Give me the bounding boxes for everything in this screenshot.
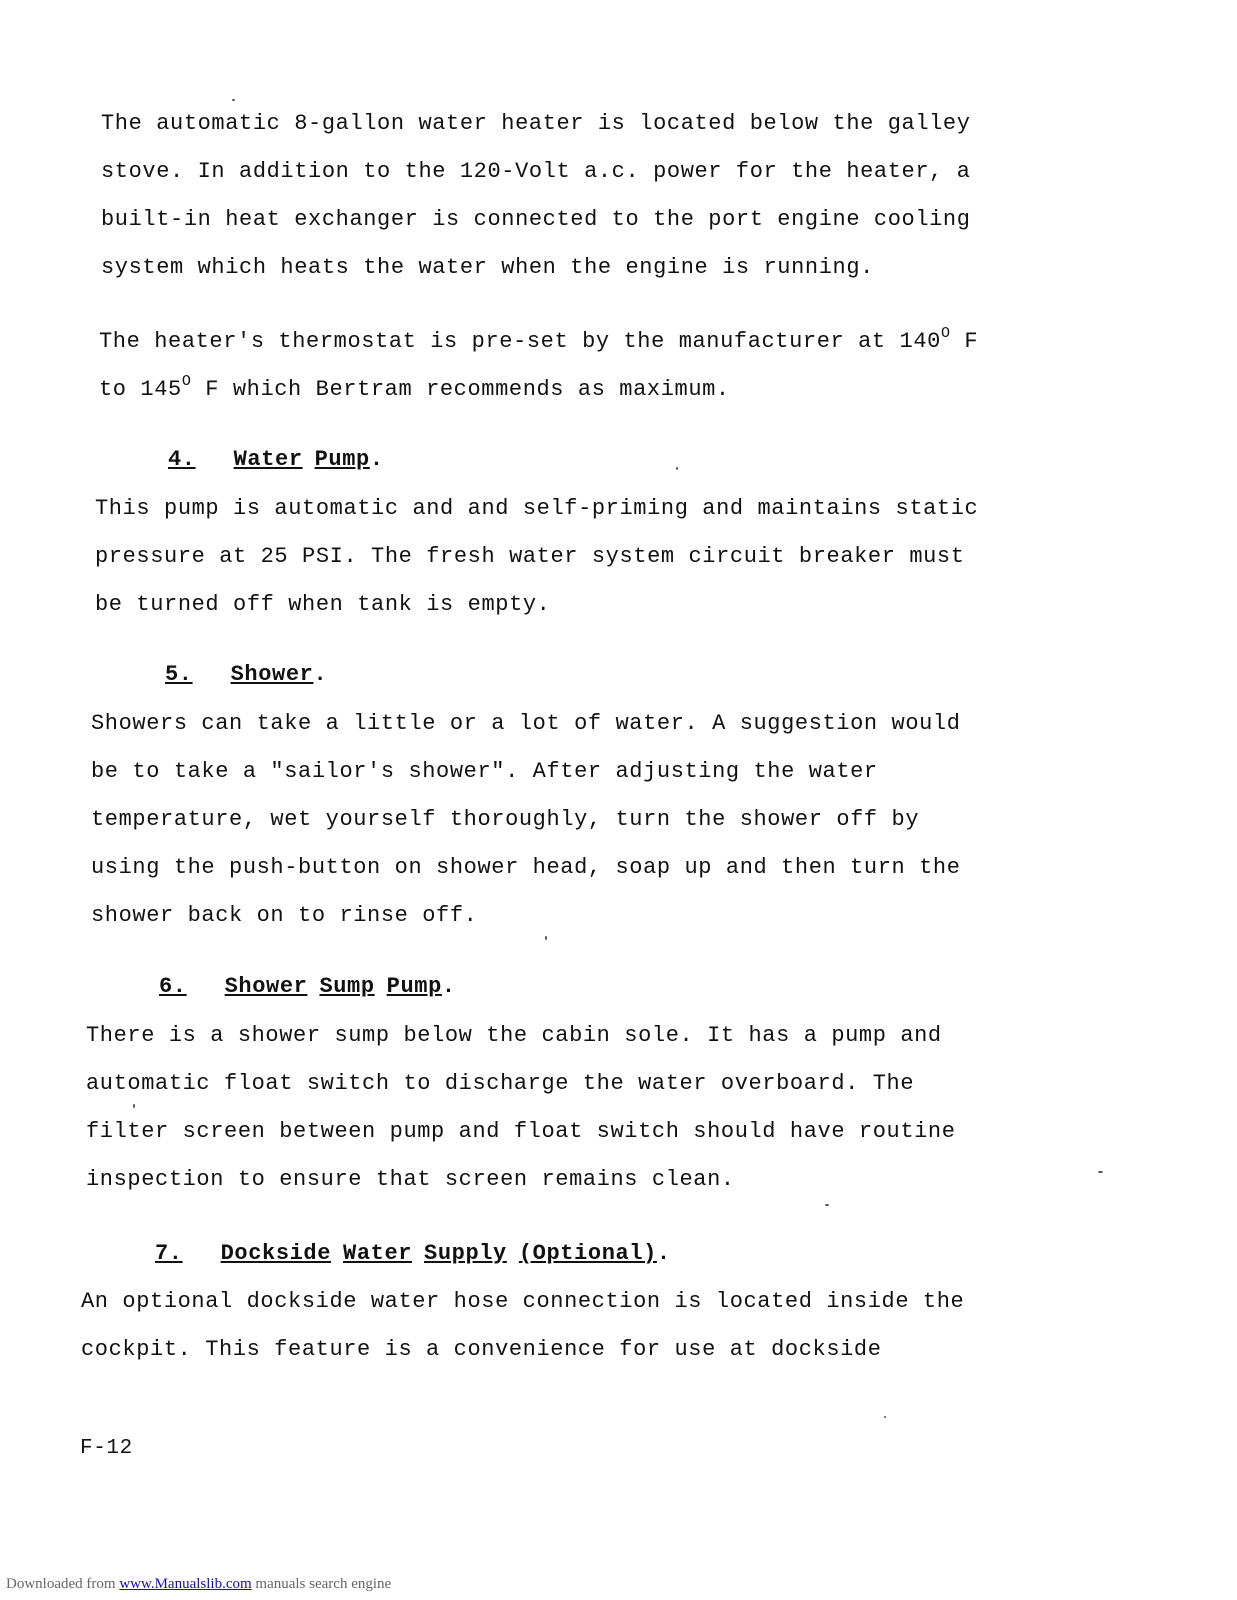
download-watermark <box>6 1576 391 1593</box>
section-heading-shower <box>165 662 327 687</box>
text-line: stove. In addition to the 120-Volt a.c. power for the heater, a <box>101 159 971 184</box>
page-number: F-12 <box>80 1437 133 1460</box>
heading-word: (Optional) <box>518 1241 657 1266</box>
degree-mark: O <box>940 325 951 342</box>
scan-speck <box>884 1416 886 1418</box>
heading-punct: . <box>369 447 384 472</box>
shower-paragraph <box>91 700 961 940</box>
water-pump-paragraph <box>95 485 978 629</box>
text-line: Showers can take a little or a lot of water. A suggestion would <box>91 711 961 736</box>
section-heading-shower-sump-pump <box>159 974 456 999</box>
text-line: This pump is automatic and and self-priming and maintains static <box>95 496 979 521</box>
text-line: The automatic 8-gallon water heater is located below the galley <box>101 111 971 136</box>
scan-speck <box>545 936 547 940</box>
text-line: built-in heat exchanger is connected to the port engine cooling <box>101 207 971 232</box>
heading-punct: . <box>656 1241 671 1266</box>
thermostat-text: The heater's thermostat is pre-set by the manufacturer at 140 <box>99 329 941 354</box>
heater-paragraph <box>101 100 971 292</box>
thermostat-text: F which Bertram recommends as maximum. <box>191 377 730 402</box>
heading-word: Sump <box>319 974 375 999</box>
temperature-unit: F <box>950 329 979 354</box>
heading-word: Shower <box>224 974 308 999</box>
heading-word: Water <box>233 447 303 472</box>
section-number: 5. <box>165 662 193 687</box>
watermark-suffix: manuals search engine <box>251 1576 392 1592</box>
text-line: using the push-button on shower head, soap up and then turn the <box>91 855 961 880</box>
scan-speck <box>1098 1171 1103 1173</box>
text-line <box>99 366 978 414</box>
text-line: shower back on to rinse off. <box>91 903 478 928</box>
sump-pump-paragraph <box>86 1012 956 1204</box>
scan-speck <box>676 467 678 470</box>
heading-punct: . <box>313 662 328 687</box>
thermostat-paragraph <box>99 318 978 414</box>
section-number: 6. <box>159 974 187 999</box>
text-line: There is a shower sump below the cabin sole. It has a pump and <box>86 1023 942 1048</box>
degree-mark: O <box>181 373 192 390</box>
text-line: pressure at 25 PSI. The fresh water system circuit breaker must <box>95 544 965 569</box>
heading-word: Pump <box>386 974 442 999</box>
text-line: system which heats the water when the engine is running. <box>101 255 874 280</box>
section-heading-dockside-water-supply <box>155 1241 671 1266</box>
text-line: be turned off when tank is empty. <box>95 592 551 617</box>
text-line: automatic float switch to discharge the water overboard. The <box>86 1071 915 1096</box>
dockside-paragraph <box>81 1278 964 1374</box>
text-line: temperature, wet yourself thoroughly, turn the shower off by <box>91 807 920 832</box>
heading-word: Pump <box>314 447 370 472</box>
heading-word: Water <box>343 1241 413 1266</box>
text-line: be to take a "sailor's shower". After adjusting the water <box>91 759 878 784</box>
watermark-prefix: Downloaded from <box>6 1576 120 1592</box>
scan-speck <box>232 99 235 101</box>
scan-speck <box>825 1204 829 1206</box>
heading-word: Dockside <box>220 1241 332 1266</box>
heading-word: Shower <box>230 662 314 687</box>
text-line: cockpit. This feature is a convenience for use at dockside <box>81 1337 882 1362</box>
section-heading-water-pump <box>168 447 384 472</box>
section-number: 4. <box>168 447 196 472</box>
text-line <box>99 318 978 366</box>
section-number: 7. <box>155 1241 183 1266</box>
scan-speck <box>133 1104 135 1108</box>
heading-word: Supply <box>424 1241 507 1266</box>
heading-punct: . <box>441 974 456 999</box>
text-line: An optional dockside water hose connection is located inside the <box>81 1289 965 1314</box>
text-line: filter screen between pump and float switch should have routine <box>86 1119 956 1144</box>
text-line: inspection to ensure that screen remains clean. <box>86 1167 735 1192</box>
thermostat-text: to 145 <box>99 377 182 402</box>
manualslib-link[interactable]: www.Manualslib.com <box>119 1576 252 1592</box>
